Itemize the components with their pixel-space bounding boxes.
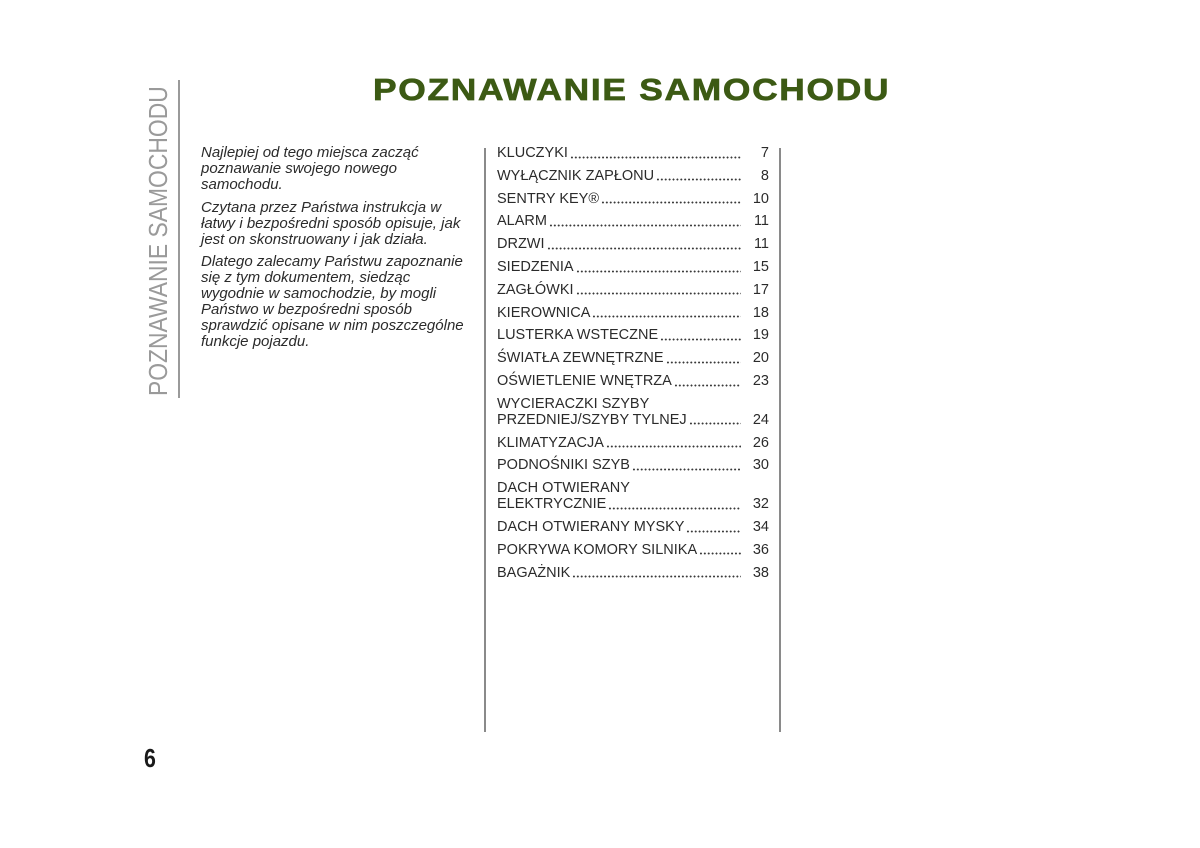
toc-dot-leader [547, 236, 741, 252]
column-rule-right [779, 148, 781, 732]
toc-item [497, 435, 769, 451]
toc-item [497, 213, 769, 229]
toc-item-page: 38 [752, 564, 769, 581]
toc-item-title: BAGAŻNIK [497, 564, 571, 581]
toc-item-page: 8 [760, 167, 769, 184]
toc-list [497, 145, 769, 587]
toc-dot-leader [660, 327, 741, 343]
toc-item-line [497, 191, 769, 207]
intro-line: się z tym dokumentem, siedząc [201, 269, 411, 287]
toc-item-title: SENTRY KEY® [497, 190, 600, 207]
toc-dot-leader [576, 282, 741, 298]
toc-item-line [497, 168, 769, 184]
intro-paragraph [201, 254, 464, 350]
toc-item-line [497, 457, 769, 473]
toc-item-page: 20 [752, 350, 769, 367]
toc-dot-leader [549, 213, 741, 229]
toc-item-title: ELEKTRYCZNIE [497, 496, 607, 513]
toc-item-line [497, 519, 769, 535]
toc-item-page: 32 [752, 496, 769, 513]
intro-line: Państwo w bezpośredni sposób [201, 301, 412, 319]
toc-item-line [497, 236, 769, 252]
intro-text [201, 145, 464, 357]
toc-item-page: 36 [752, 541, 769, 558]
toc-item [497, 259, 769, 275]
column-rule-left [484, 148, 486, 732]
page-number: 6 [144, 743, 156, 773]
toc-item-title: LUSTERKA WSTECZNE [497, 327, 659, 344]
toc-item [497, 282, 769, 298]
toc-item [497, 305, 769, 321]
toc-dot-leader [592, 305, 741, 321]
toc-item-page: 11 [753, 213, 769, 230]
toc-item-title: OŚWIETLENIE WNĘTRZA [497, 372, 672, 389]
toc-item-page: 10 [752, 190, 769, 207]
toc-item-title: PODNOŚNIKI SZYB [497, 457, 630, 474]
toc-item-title-line1: DACH OTWIERANY [497, 480, 630, 497]
toc-item-title: ŚWIATŁA ZEWNĘTRZNE [497, 350, 664, 367]
toc-item-title: DACH OTWIERANY MYSKY [497, 518, 685, 535]
intro-line: samochodu. [201, 176, 283, 193]
intro-line: funkcje pojazdu. [201, 333, 310, 351]
toc-item [497, 542, 769, 558]
toc-item-line [497, 565, 769, 581]
toc-item-line [497, 373, 769, 389]
toc-item-line [497, 496, 769, 512]
toc-item-line [497, 305, 769, 321]
toc-dot-leader [656, 168, 741, 184]
toc-item [497, 350, 769, 366]
toc-item-title: PRZEDNIEJ/SZYBY TYLNEJ [497, 411, 687, 428]
toc-item-page: 15 [752, 258, 769, 275]
toc-item-page: 11 [753, 236, 769, 253]
intro-line: Czytana przez Państwa instrukcja w [201, 198, 442, 216]
toc-item-title: KLIMATYZACJA [497, 434, 604, 451]
toc-item-page: 26 [752, 434, 769, 451]
toc-dot-leader [572, 565, 741, 581]
toc-item-title: DRZWI [497, 236, 545, 253]
toc-item-title: WYŁĄCZNIK ZAPŁONU [497, 167, 655, 184]
toc-item [497, 373, 769, 389]
toc-item [497, 519, 769, 535]
toc-item [497, 565, 769, 581]
toc-dot-leader [570, 145, 741, 161]
toc-item [497, 145, 769, 161]
toc-item-line [497, 145, 769, 161]
toc-item-line [497, 213, 769, 229]
intro-paragraph [201, 145, 464, 193]
intro-line: łatwy i bezpośredni sposób opisuje, jak [201, 214, 461, 232]
toc-item-line [497, 435, 769, 451]
toc-dot-leader [686, 519, 741, 535]
page-title: POZNAWANIE SAMOCHODU [373, 72, 891, 107]
toc-item-title-line1: WYCIERACZKI SZYBY [497, 395, 650, 412]
intro-line: jest on skonstruowany i jak działa. [201, 230, 428, 248]
toc-item-line [497, 350, 769, 366]
toc-dot-leader [666, 350, 742, 366]
toc-dot-leader [608, 496, 741, 512]
toc-dot-leader [699, 542, 741, 558]
toc-item [497, 480, 769, 512]
toc-item [497, 168, 769, 184]
toc-item-title: POKRYWA KOMORY SILNIKA [497, 541, 698, 558]
toc-item-page: 7 [760, 145, 769, 161]
intro-line: wygodnie w samochodzie, by mogli [201, 285, 437, 303]
toc-item-page: 19 [752, 327, 769, 344]
toc-item-title: ALARM [497, 213, 547, 230]
toc-dot-leader [606, 435, 741, 451]
intro-paragraph [201, 200, 464, 248]
toc-item-page: 18 [752, 304, 769, 321]
toc-dot-leader [689, 412, 741, 428]
toc-item-title: SIEDZENIA [497, 258, 574, 275]
toc-item-title: KLUCZYKI [497, 145, 568, 161]
toc-item [497, 236, 769, 252]
intro-line: Najlepiej od tego miejsca zacząć [201, 144, 419, 161]
sidebar-section-label: POZNAWANIE SAMOCHODU [143, 86, 173, 396]
toc-item-title: KIEROWNICA [497, 304, 591, 321]
toc-item-page: 30 [752, 457, 769, 474]
toc-dot-leader [601, 191, 741, 207]
toc-item [497, 396, 769, 428]
toc-item-page: 23 [752, 372, 769, 389]
toc-item-line [497, 327, 769, 343]
intro-line: sprawdzić opisane w nim poszczególne [201, 317, 464, 335]
toc-item-line [497, 282, 769, 298]
toc-item [497, 457, 769, 473]
toc-item [497, 327, 769, 343]
toc-item-line [497, 412, 769, 428]
toc-item-title: ZAGŁÓWKI [497, 281, 574, 298]
toc-item-line [497, 259, 769, 275]
toc-dot-leader [576, 259, 741, 275]
toc-item-page: 34 [752, 518, 769, 535]
toc-dot-leader [674, 373, 741, 389]
toc-item [497, 191, 769, 207]
toc-item-page: 24 [752, 411, 769, 428]
toc-item-line [497, 542, 769, 558]
sidebar-rule [178, 80, 180, 398]
intro-line: poznawanie swojego nowego [201, 160, 397, 177]
toc-item-page: 17 [752, 281, 769, 298]
toc-dot-leader [632, 457, 741, 473]
intro-line: Dlatego zalecamy Państwu zapoznanie [201, 253, 463, 271]
